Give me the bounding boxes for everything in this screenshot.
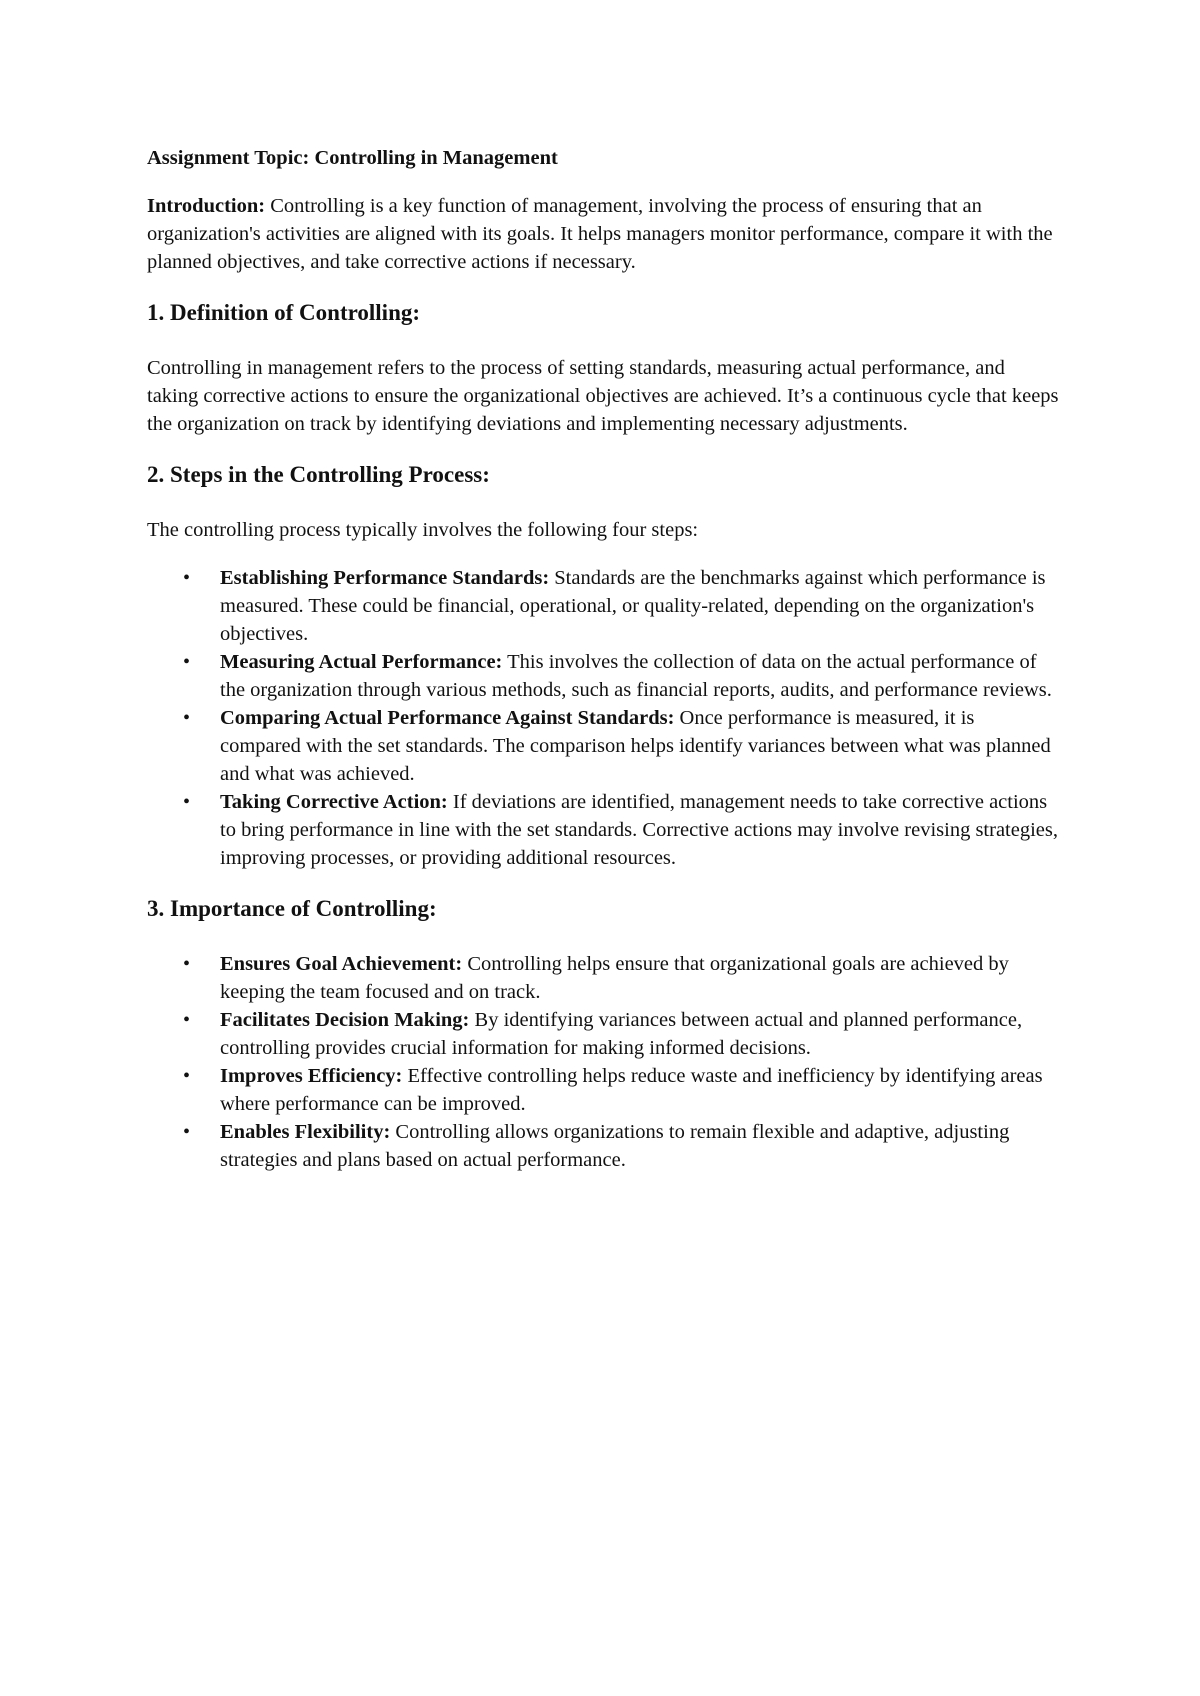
list-item-text: Effective controlling helps reduce waste and inefficiency by identifying areas where performance can be improved. [220,1065,1043,1115]
section-3-list [147,950,1060,1174]
list-item [147,950,1060,1006]
bullet-icon: • [183,1009,191,1031]
bullet-icon: • [183,1121,191,1143]
list-item-text: If deviations are identified, management needs to take corrective actions to bring performance in line with the set standards. Corrective actions may involve revising strategies, improving processes, or providing additional resources. [220,791,1058,869]
list-item-text: Once performance is measured, it is compared with the set standards. The comparison helps identify variances between what was planned and what was achieved. [220,707,1051,785]
list-item-lead: Establishing Performance Standards: [220,567,550,589]
list-item-text: Controlling helps ensure that organizational goals are achieved by keeping the team focused and on track. [220,953,1009,1003]
intro-paragraph [147,192,1060,276]
list-item [147,1062,1060,1118]
list-item [147,1118,1060,1174]
bullet-icon: • [183,1065,191,1087]
section-2-paragraph: The controlling process typically involves the following four steps: [147,519,699,541]
list-item-text: Controlling allows organizations to remain flexible and adaptive, adjusting strategies and plans based on actual performance. [220,1121,1010,1171]
section-1-paragraph: Controlling in management refers to the process of setting standards, measuring actual performance, and taking corrective actions to ensure the organizational objectives are achieved. It’s a continuous cycle that keeps the organization on track by identifying deviations and implementing necessary adjustments. [147,357,1059,435]
list-item-text: By identifying variances between actual and planned performance, controlling provides crucial information for making informed decisions. [220,1009,1023,1059]
intro-lead: Introduction: [147,195,266,217]
list-item [147,648,1060,704]
list-item-lead: Improves Efficiency: [220,1065,403,1087]
intro-text: Controlling is a key function of management, involving the process of ensuring that an organization's activities are aligned with its goals. It helps managers monitor performance, compare it with the planned objectives, and take corrective actions if necessary. [147,195,1053,273]
bullet-icon: • [183,707,191,729]
list-item [147,564,1060,648]
section-2-list [147,564,1060,872]
list-item [147,1006,1060,1062]
bullet-icon: • [183,651,191,673]
list-item-lead: Facilitates Decision Making: [220,1009,470,1031]
list-item-lead: Comparing Actual Performance Against Standards: [220,707,675,729]
bullet-icon: • [183,791,191,813]
document-title: Assignment Topic: Controlling in Management [147,147,558,169]
section-3-heading: 3. Importance of Controlling: [147,896,437,921]
section-1-heading: 1. Definition of Controlling: [147,300,421,325]
list-item-lead: Taking Corrective Action: [220,791,448,813]
section-2-heading: 2. Steps in the Controlling Process: [147,462,490,487]
list-item-lead: Measuring Actual Performance: [220,651,503,673]
list-item [147,788,1060,872]
list-item-lead: Enables Flexibility: [220,1121,391,1143]
list-item-text: Standards are the benchmarks against which performance is measured. These could be financial, operational, or quality-related, depending on the organization's objectives. [220,567,1046,645]
bullet-icon: • [183,567,191,589]
list-item-lead: Ensures Goal Achievement: [220,953,463,975]
list-item [147,704,1060,788]
list-item-text: This involves the collection of data on the actual performance of the organization through various methods, such as financial reports, audits, and performance reviews. [220,651,1052,701]
bullet-icon: • [183,953,191,975]
